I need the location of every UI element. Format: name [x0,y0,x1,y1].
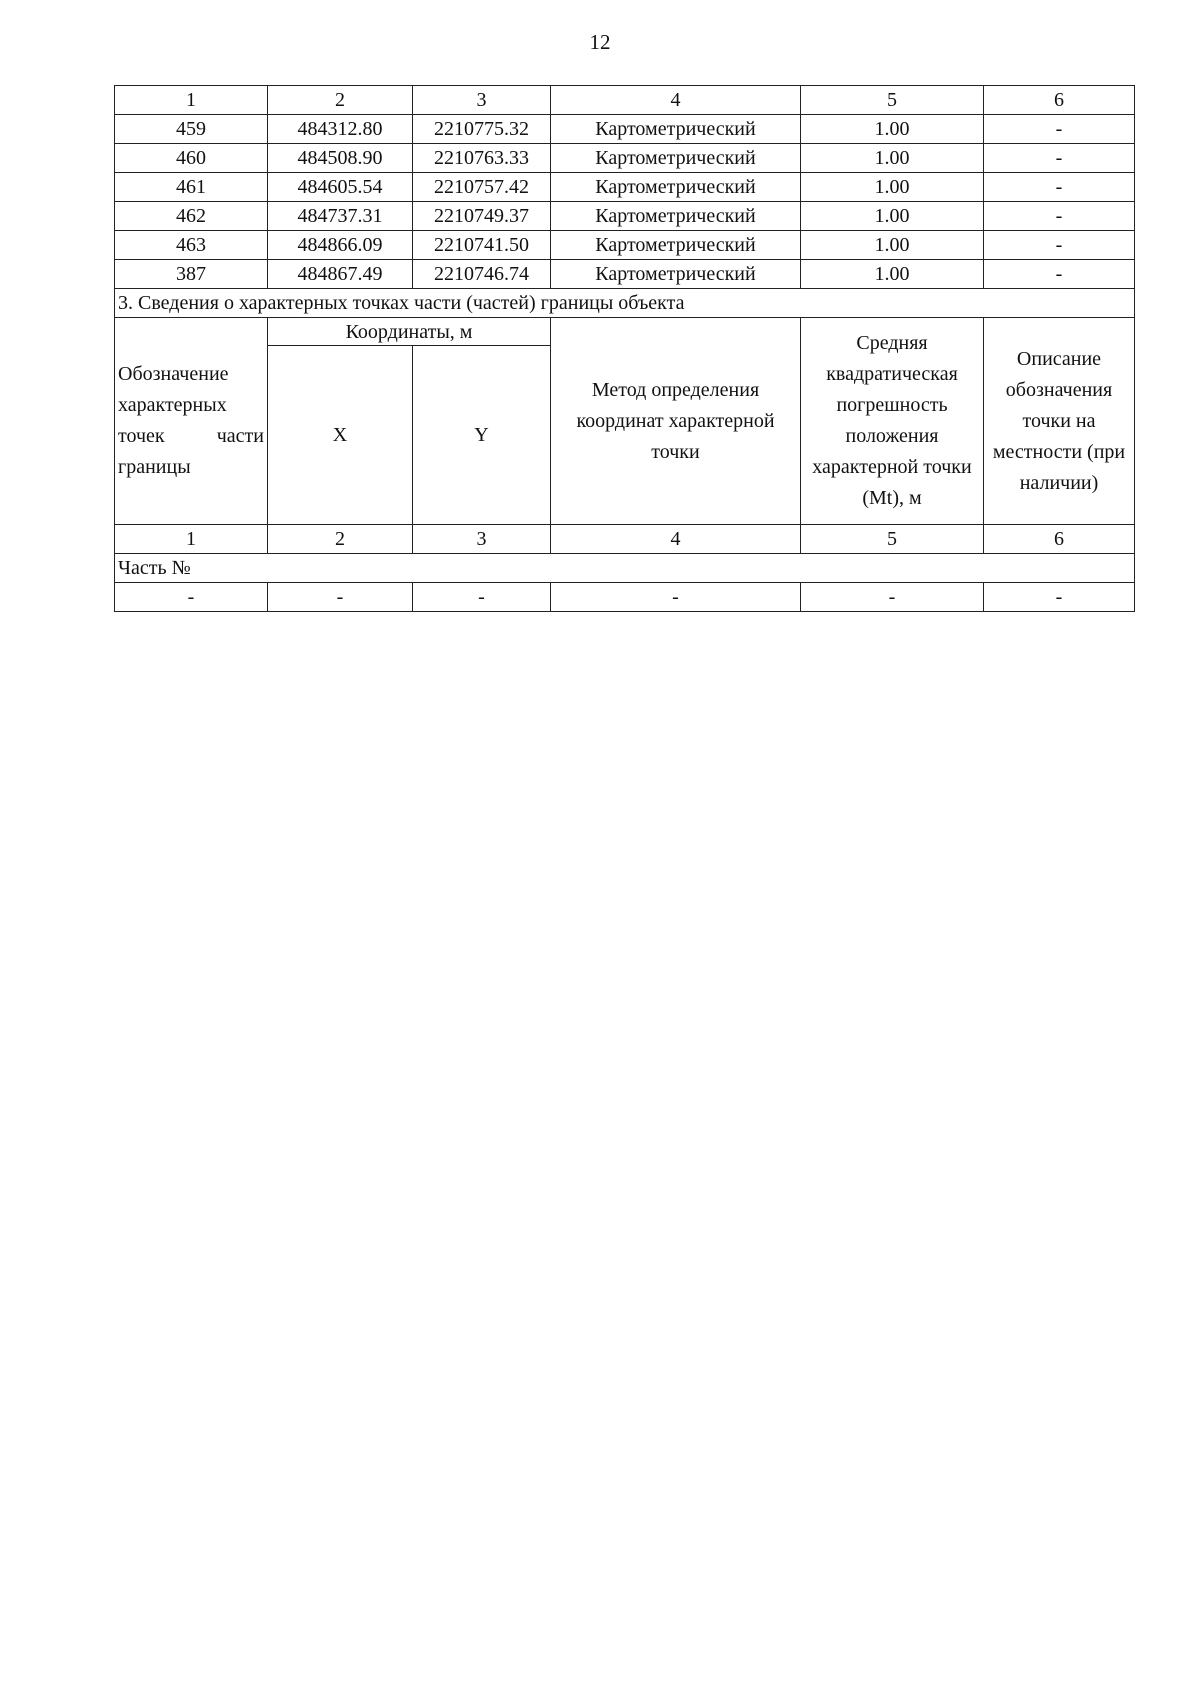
coordinates-table [114,85,1135,612]
coordinates-header: Координаты, м [268,318,551,346]
section-title-row [115,289,1135,318]
method: Картометрический [551,260,801,289]
description-header: Описание обозначения точки на местности (при наличии) [984,318,1135,525]
method: Картометрический [551,202,801,231]
description: - [984,115,1135,144]
point-id: 463 [115,231,268,260]
column-number: 5 [801,525,984,554]
method: Картометрический [551,231,801,260]
description: - [984,260,1135,289]
column-number: 2 [268,525,413,554]
column-number: 6 [984,86,1135,115]
coordinate-y: 2210775.32 [413,115,551,144]
method: Картометрический [551,115,801,144]
empty-cell: - [268,583,413,612]
empty-cell: - [551,583,801,612]
table-row [115,202,1135,231]
mean-error: 1.00 [801,260,984,289]
table-row [115,115,1135,144]
section-column-number-row [115,525,1135,554]
empty-row [115,583,1135,612]
coordinate-y: 2210763.33 [413,144,551,173]
y-header: Y [413,346,551,525]
description: - [984,202,1135,231]
coordinate-x: 484867.49 [268,260,413,289]
section-header-row [115,318,1135,346]
empty-cell: - [984,583,1135,612]
mean-error: 1.00 [801,144,984,173]
column-number: 2 [268,86,413,115]
designation-header: Обозначение характерных точек части границы [115,318,268,525]
coordinate-y: 2210741.50 [413,231,551,260]
table-row [115,260,1135,289]
point-id: 460 [115,144,268,173]
empty-cell: - [115,583,268,612]
table-row [115,144,1135,173]
column-number-row [115,86,1135,115]
coordinate-y: 2210749.37 [413,202,551,231]
page-number: 12 [589,30,611,54]
coordinate-x: 484508.90 [268,144,413,173]
method-header: Метод определения координат характерной точки [551,318,801,525]
point-id: 459 [115,115,268,144]
point-id: 387 [115,260,268,289]
part-row [115,554,1135,583]
column-number: 4 [551,86,801,115]
coordinate-y: 2210746.74 [413,260,551,289]
column-number: 5 [801,86,984,115]
point-id: 461 [115,173,268,202]
method: Картометрический [551,173,801,202]
point-id: 462 [115,202,268,231]
column-number: 4 [551,525,801,554]
part-label: Часть № [115,554,1135,583]
empty-cell: - [801,583,984,612]
column-number: 6 [984,525,1135,554]
description: - [984,173,1135,202]
description: - [984,144,1135,173]
column-number: 1 [115,525,268,554]
coordinate-x: 484866.09 [268,231,413,260]
column-number: 3 [413,86,551,115]
method: Картометрический [551,144,801,173]
column-number: 3 [413,525,551,554]
coordinate-y: 2210757.42 [413,173,551,202]
coordinate-x: 484737.31 [268,202,413,231]
column-number: 1 [115,86,268,115]
section-title: 3. Сведения о характерных точках части (частей) границы объекта [115,289,1135,318]
empty-cell: - [413,583,551,612]
x-header: X [268,346,413,525]
description: - [984,231,1135,260]
mean-error: 1.00 [801,115,984,144]
mean-error: 1.00 [801,202,984,231]
table-row [115,173,1135,202]
error-header: Средняя квадратическая погрешность положения характерной точки (Mt), м [801,318,984,525]
mean-error: 1.00 [801,173,984,202]
coordinate-x: 484605.54 [268,173,413,202]
table-row [115,231,1135,260]
mean-error: 1.00 [801,231,984,260]
coordinate-x: 484312.80 [268,115,413,144]
